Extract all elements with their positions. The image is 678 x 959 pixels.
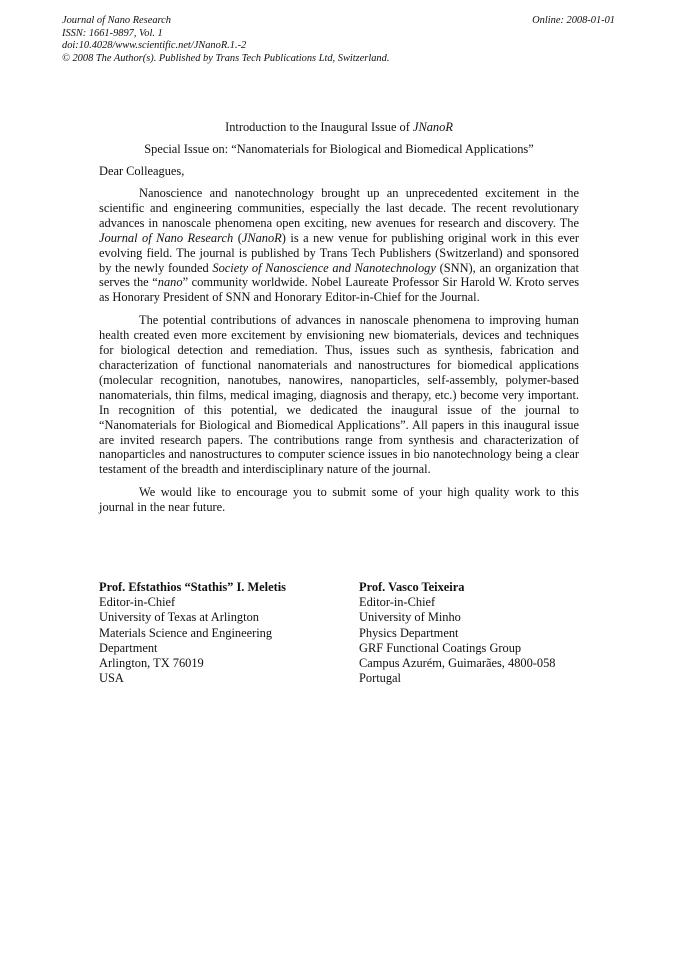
paragraph-2: The potential contributions of advances in nanoscale phenomena to improving human health created even more excitement by envisioning new biomaterials, devices and techniques for biological detection and remediation. Thus, issues such as synthesis, fabrication and characterization of functional nanomaterials and nanostructures for biomedical applications (molecular recognition, nanotubes, nanowires, nanoparticles, self-assembly, polymer-based nanomaterials, thin films, medical imaging, diagnosis and therapy, etc.) become very important. In recognition of this potential, we dedicated the inaugural issue of the journal to “Nanomaterials for Biological and Biomedical Applications”. All papers in this inaugural issue are invited research papers. The contributions range from synthesis and characterization of nanoparticles and nanostructures to computer science issues in bio nanotechnology being a clear testament of the breadth and interdisciplinary nature of the journal.	[99, 313, 579, 477]
paragraph-1: Nanoscience and nanotechnology brought up an unprecedented excitement in the scientific and engineering communities, especially the last decade. The recent revolutionary advances in nanoscale phenomena open exciting, new avenues for research and discovery. The Journal of Nano Research (JNanoR) is a new venue for publishing original work in this ever evolving field. The journal is published by Trans Tech Publishers (Switzerland) and sponsored by the newly founded Society of Nanoscience and Nanotechnology (SNN), an organization that serves the “nano” community worldwide. Nobel Laureate Professor Sir Harold W. Kroto serves as Honorary President of SNN and Honorary Editor-in-Chief for the Journal.	[99, 186, 580, 305]
signature-left: Prof. Efstathios “Stathis” I. Meletis Editor-in-Chief University of Texas at Arlington Materials Science and Engineering Department Arlington, TX 76019 USA	[99, 580, 286, 686]
journal-header	[62, 15, 389, 65]
editor-name: Prof. Vasco Teixeira	[359, 580, 465, 594]
signature-right: Prof. Vasco Teixeira Editor-in-Chief University of Minho Physics Department GRF Functional Coatings Group Campus Azurém, Guimarães, 4800-058 Portugal	[359, 580, 556, 686]
online-date: Online: 2008-01-01	[532, 15, 615, 26]
paper-subtitle: Special Issue on: “Nanomaterials for Biological and Biomedical Applications”	[144, 142, 534, 156]
body-text	[99, 186, 579, 523]
issn: ISSN: 1661-9897, Vol. 1	[62, 27, 163, 39]
copyright: © 2008 The Author(s). Published by Trans Tech Publications Ltd, Switzerland.	[62, 52, 390, 64]
journal-name: Journal of Nano Research	[62, 15, 171, 26]
paper-title: Introduction to the Inaugural Issue of JNanoR	[225, 120, 453, 134]
doi: doi:10.4028/www.scientific.net/JNanoR.1.-2	[62, 40, 247, 52]
greeting: Dear Colleagues,	[99, 164, 185, 178]
editor-name: Prof. Efstathios “Stathis” I. Meletis	[99, 580, 286, 594]
paragraph-3: We would like to encourage you to submit some of your high quality work to this journal in the near future.	[99, 485, 579, 515]
